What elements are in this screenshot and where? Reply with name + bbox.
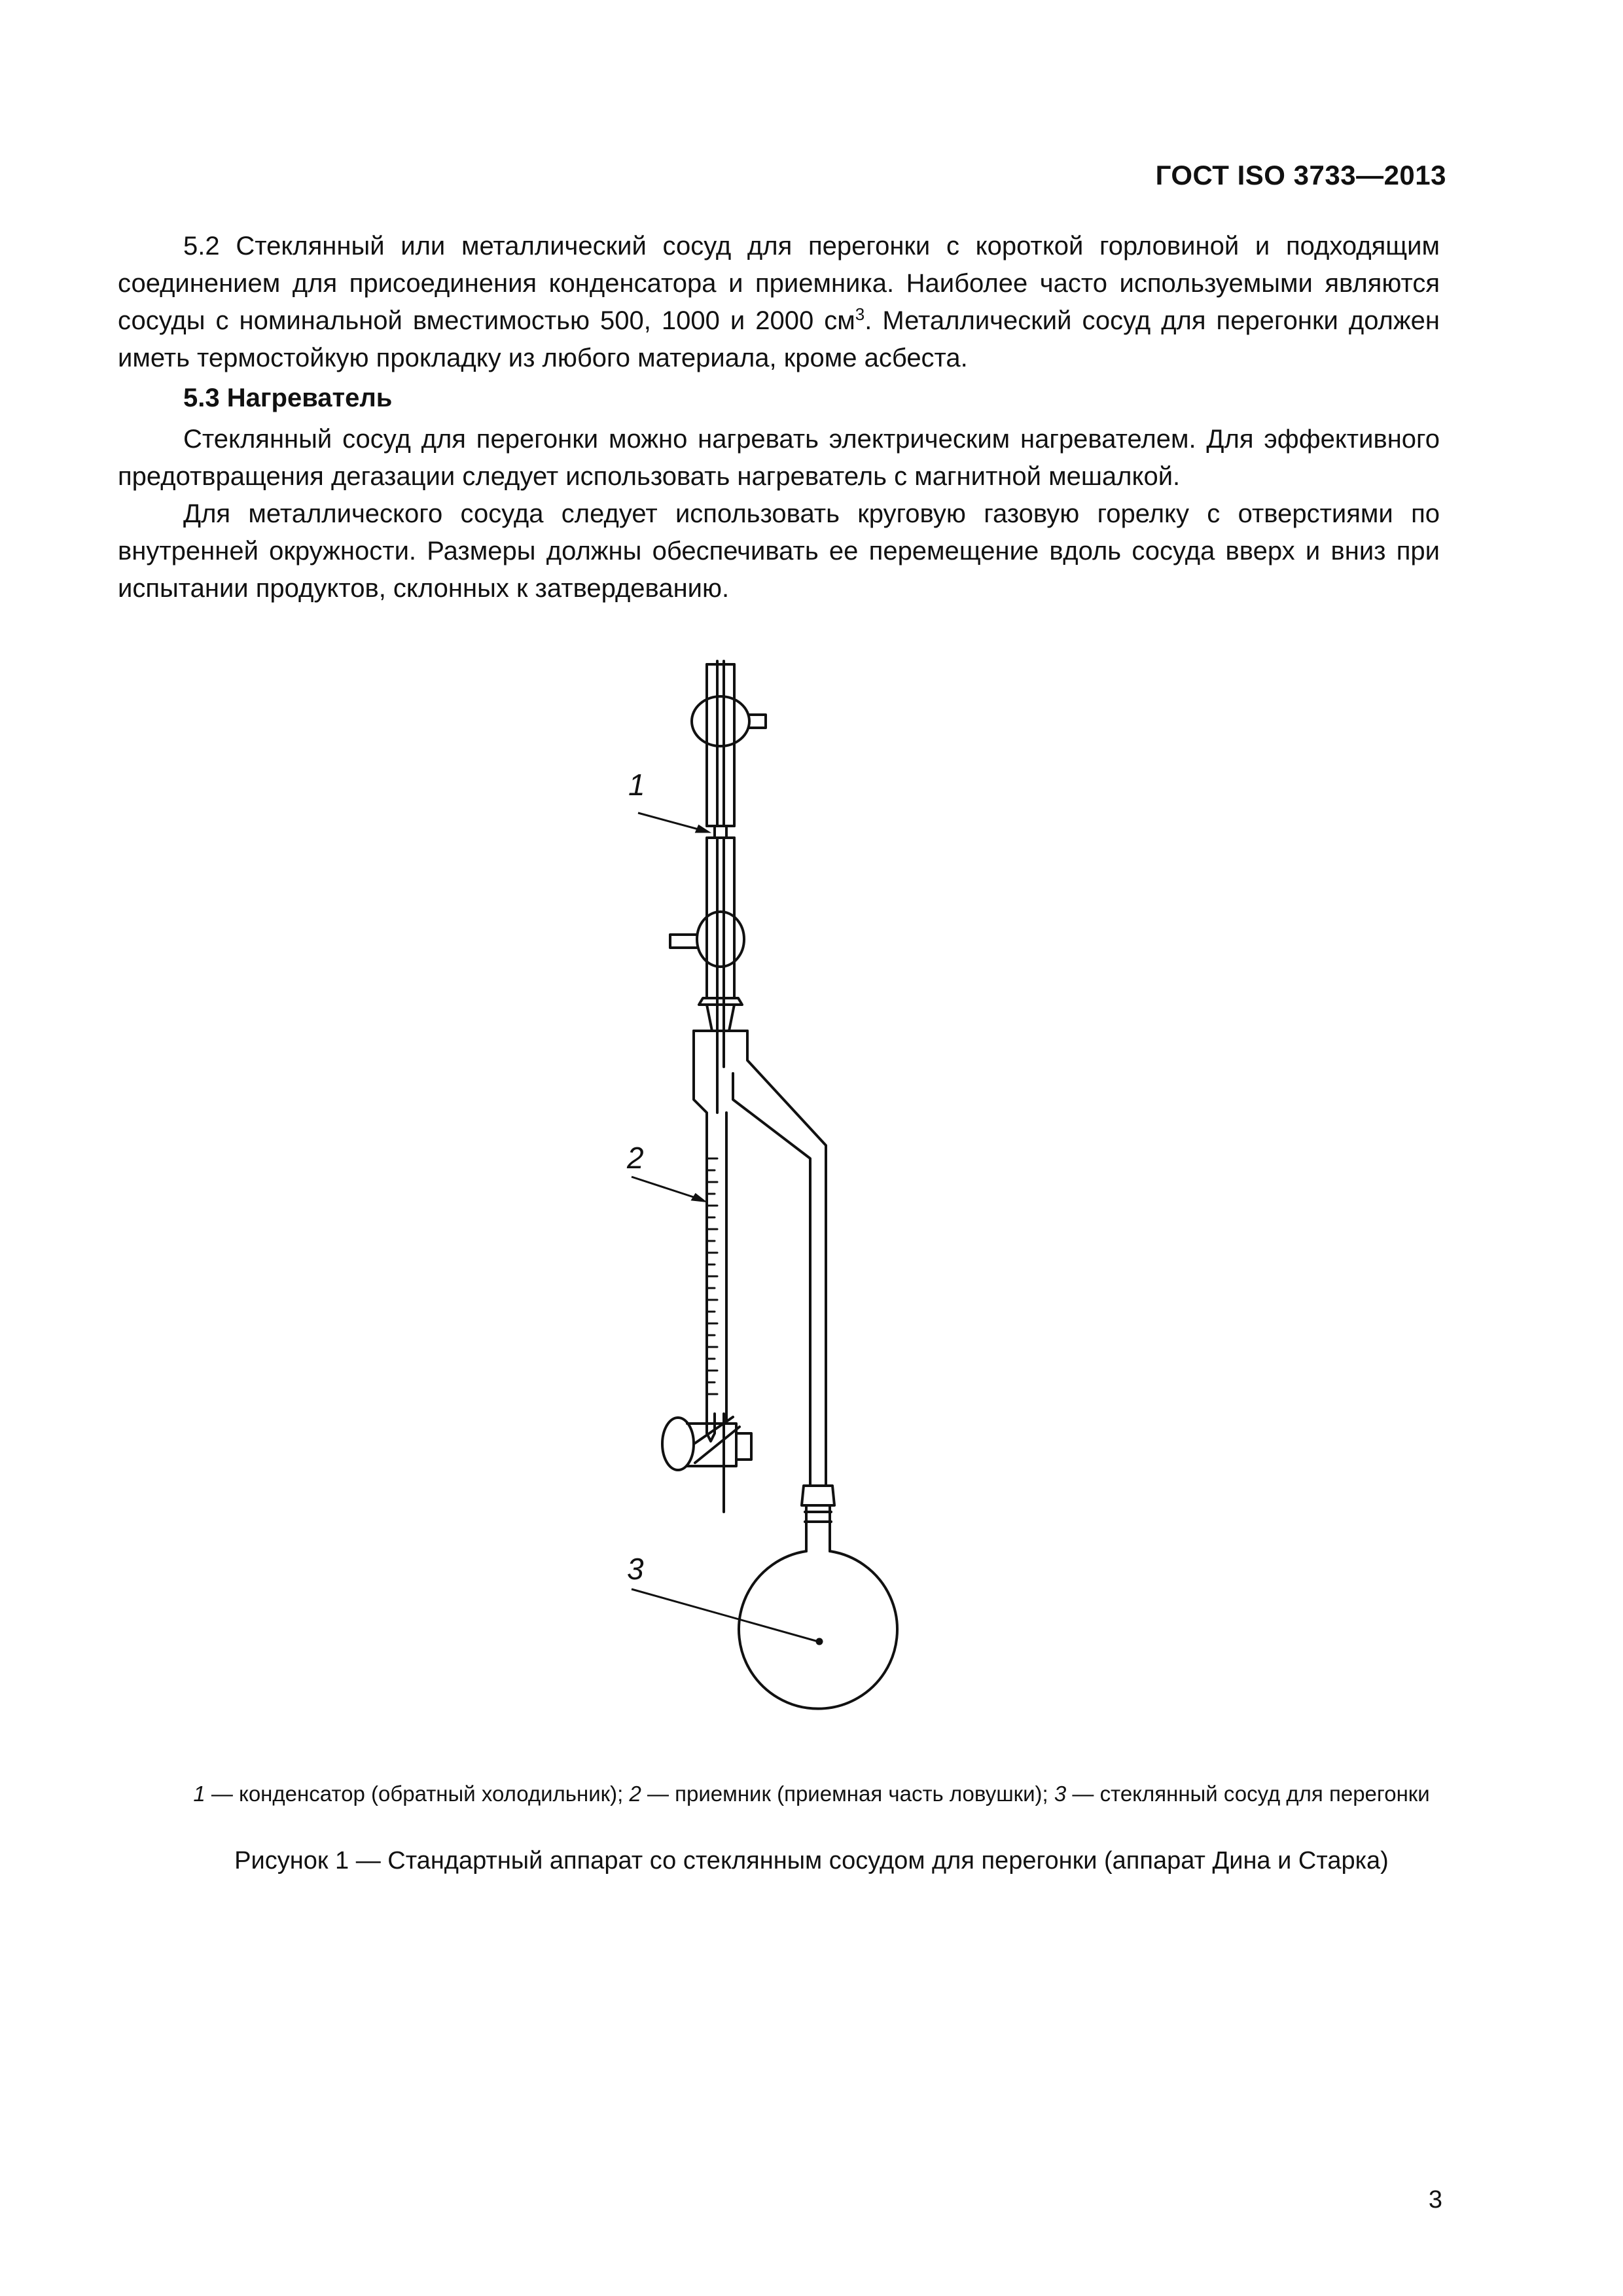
callout-2: 2 [627, 1141, 644, 1175]
superscript-3: 3 [855, 304, 865, 324]
arrow-2 [692, 1194, 704, 1201]
figure-legend: 1 — конденсатор (обратный холодильник); 2 — приемник (приемная часть ловушки); 3 — стеклянный сосуд для перегонки [193, 1782, 1430, 1806]
flask-dot [817, 1639, 822, 1644]
flask-neck [802, 1437, 834, 1551]
section-5-3-paragraph-2: Для металлического сосуда следует использовать круговую газовую горелку с отверстиями по внутренней окружности. Размеры должны обеспечивать ее перемещение вдоль сосуда вверх и вниз при испытании продуктов, склонных к затвердеванию. [118, 499, 1440, 603]
page-number: 3 [1428, 2186, 1442, 2214]
section-5-3-paragraph-1: Стеклянный сосуд для перегонки можно нагревать электрическим нагревателем. Для эффективного предотвращения дегазации следует использовать нагреватель с магнитной мешалкой. [118, 425, 1440, 491]
condenser-lower-section [670, 838, 744, 1067]
trap-body [694, 1031, 826, 1512]
section-5-3-heading: 5.3 Нагреватель [183, 384, 393, 412]
callout-3: 3 [627, 1552, 644, 1586]
apparatus-drawing [0, 641, 1623, 1806]
body-text [118, 228, 1440, 607]
figure-caption: Рисунок 1 — Стандартный аппарат со стеклянным сосудом для перегонки (аппарат Дина и Старка) [234, 1847, 1389, 1874]
round-bottom-flask [739, 1551, 897, 1709]
leader-line-1 [638, 813, 705, 831]
graduated-scale [707, 1158, 717, 1394]
figure-dean-stark-apparatus [0, 641, 1623, 1806]
section-5-2-paragraph: 5.2 Стеклянный или металлический сосуд для перегонки с короткой горловиной и подходящим соединением для присоединения конденсатора и приемника. Наиболее часто используемыми являются сосуды с номинальной вместимостью 500, 1000 и 2000 $см^3$. Металлический сосуд для перегонки должен иметь термостойкую прокладку из любого материала, кроме асбеста. [118, 232, 1440, 372]
leader-line-2 [632, 1177, 702, 1200]
callout-1: 1 [628, 768, 645, 802]
condenser-upper-section [692, 661, 766, 838]
document-code-header: ГОСТ ISO 3733—2013 [1155, 160, 1446, 190]
leader-line-3 [632, 1589, 818, 1641]
